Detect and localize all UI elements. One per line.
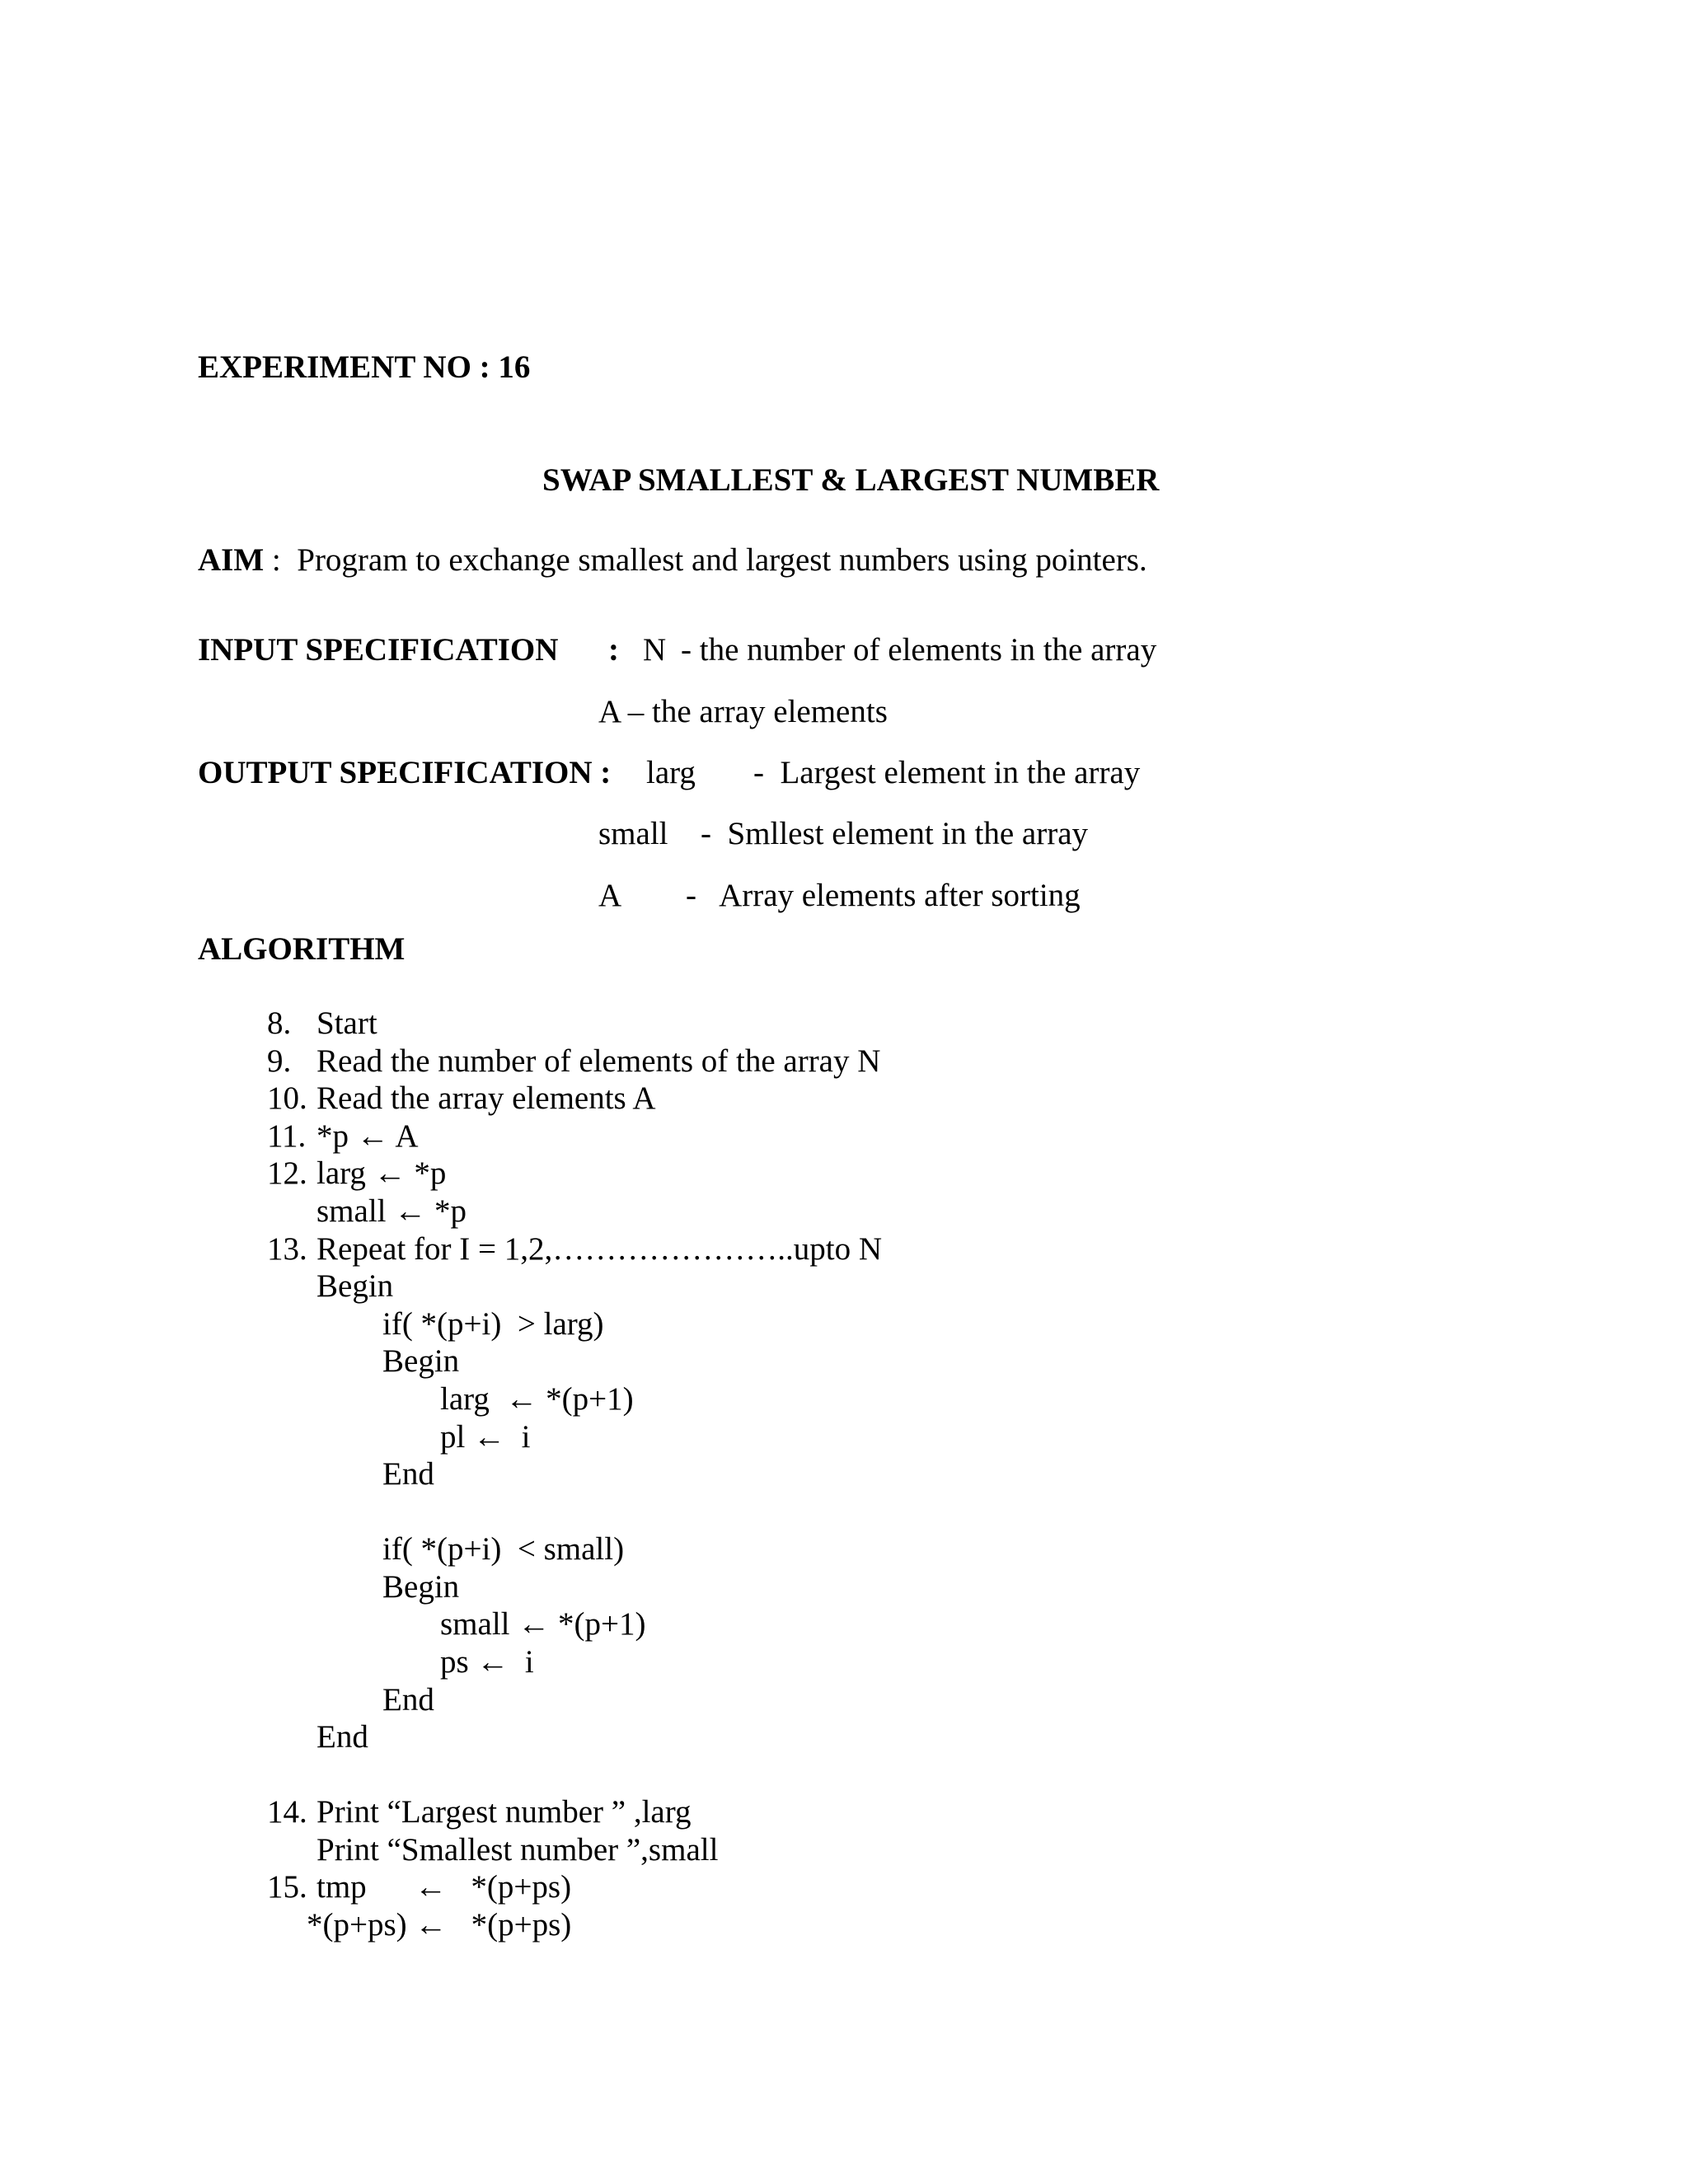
step-number: 8. xyxy=(267,1005,292,1041)
experiment-number: EXPERIMENT NO : 16 xyxy=(198,349,531,385)
algorithm-line: *(p+ps) ← *(p+ps) xyxy=(307,1907,572,1943)
algorithm-line: Print “Largest number ” ,larg xyxy=(316,1794,692,1830)
output-spec-item-name: small xyxy=(598,816,668,851)
step-number: 11. xyxy=(267,1118,307,1154)
output-spec-item-desc: - Smllest element in the array xyxy=(701,816,1089,851)
aim-separator: : xyxy=(264,542,281,578)
algorithm-line: if( *(p+i) < small) xyxy=(382,1531,625,1567)
algorithm-line: small ← *(p+1) xyxy=(440,1606,646,1642)
algorithm-line: End xyxy=(316,1719,368,1755)
input-spec-label: INPUT SPECIFICATION xyxy=(198,632,559,668)
aim-text: Program to exchange smallest and largest numbers using pointers. xyxy=(297,542,1147,578)
step-number: 14. xyxy=(267,1794,307,1830)
algorithm-line: Begin xyxy=(382,1343,460,1379)
algorithm-line: Start xyxy=(316,1005,377,1041)
output-spec-item-desc: - Largest element in the array xyxy=(753,755,1141,790)
algorithm-line: Read the array elements A xyxy=(316,1080,656,1116)
algorithm-line: Print “Smallest number ”,small xyxy=(316,1832,719,1868)
aim-label: AIM xyxy=(198,542,265,578)
page-title: SWAP SMALLEST & LARGEST NUMBER xyxy=(542,462,1160,498)
algorithm-line: Begin xyxy=(316,1268,394,1304)
algorithm-line: tmp ← *(p+ps) xyxy=(316,1869,572,1905)
algorithm-line: Repeat for I = 1,2,…………………..upto N xyxy=(316,1231,882,1267)
algorithm-line: small ← *p xyxy=(316,1193,467,1229)
output-spec-item-desc: - Array elements after sorting xyxy=(686,878,1081,913)
input-spec-item-desc: - the number of elements in the array xyxy=(681,632,1157,668)
output-spec-item-name: larg xyxy=(646,755,696,790)
input-spec-colon: : xyxy=(608,632,619,668)
step-number: 15. xyxy=(267,1869,307,1905)
algorithm-line: Begin xyxy=(382,1569,460,1605)
algorithm-line: larg ← *p xyxy=(316,1155,447,1191)
algorithm-line: *p ← A xyxy=(316,1118,419,1154)
algorithm-line: pl ← i xyxy=(440,1419,531,1455)
step-number: 12. xyxy=(267,1155,307,1191)
algorithm-line: larg ← *(p+1) xyxy=(440,1381,634,1417)
aim-line xyxy=(198,544,1147,576)
algorithm-line: if( *(p+i) > larg) xyxy=(382,1306,604,1342)
algorithm-line: End xyxy=(382,1456,434,1492)
algorithm-line: Read the number of elements of the array N xyxy=(316,1043,881,1079)
step-number: 13. xyxy=(267,1231,307,1267)
algorithm-heading: ALGORITHM xyxy=(198,931,406,967)
algorithm-line: ps ← i xyxy=(440,1644,534,1680)
output-spec-label: OUTPUT SPECIFICATION : xyxy=(198,755,612,790)
input-spec-item-name: N xyxy=(643,632,667,668)
step-number: 9. xyxy=(267,1043,292,1079)
output-spec-item-name: A xyxy=(598,878,622,913)
input-spec-item-name: A – the array elements xyxy=(598,694,888,729)
algorithm-line: End xyxy=(382,1682,434,1718)
step-number: 10. xyxy=(267,1080,307,1116)
